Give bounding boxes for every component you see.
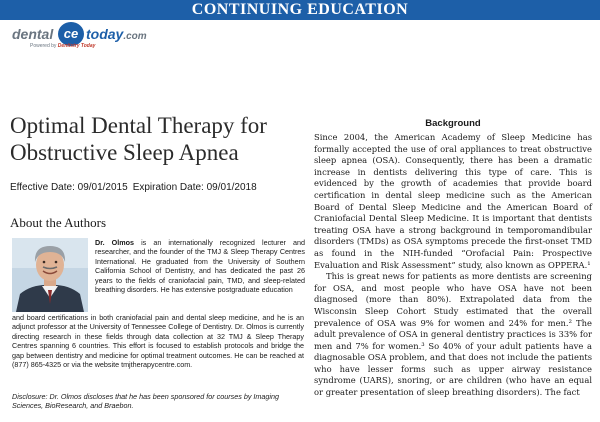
article-dates bbox=[10, 182, 257, 193]
background-paragraph-1: Since 2004, the American Academy of Sleep Medicine has formally accepted the use of oral appliances to treat obstructive sleep apnea (OSA). Consequently, there has been a dramatic increase in dentists delivering this type of care. This is evidenced by the growth of academies that provide board certification in dental sleep medicine such as the American Board of Dental Sleep Medicine and the American Board of Craniofacial Dental Sleep Medicine. It is important that dentists treating OSA have a strong background in temporomandibular disorders (TMDs) as OSA symptoms precede the first-onset TMD as found in the NIH-funded “Orofacial Pain: Prospective Evaluation and Risk Assessment” study, also known as OPPERA.¹ bbox=[314, 132, 592, 270]
logo-ce-badge: ce bbox=[58, 22, 84, 46]
author-bio-intro bbox=[95, 238, 305, 294]
article-title: Optimal Dental Therapy for Obstructive Sleep Apnea bbox=[10, 113, 267, 165]
about-authors-heading: About the Authors bbox=[10, 215, 107, 230]
dentalcetoday-logo[interactable] bbox=[12, 22, 212, 52]
author-name: Dr. Olmos bbox=[95, 238, 135, 247]
background-paragraph-2: This is great news for patients as more dentists are screening for OSA, and most people who have OSA have not been diagnosed (more than 80%). Extrapolated data from the Wisconsin Sleep Cohort Study estimated that the overall prevalence of OSA was 9% for women and 24% for men.² The adult prevalence of OSA in general dentistry practices is 33% for men and 7% for women.³ So 40% of your adult patients have a diagnosable OSA problem, and that does not include the patients who have lesser forms such as upper airway resistance syndrome (UARS), snoring, or are children (who have an equal or greater presentation of sleep breathing disorders). The fact bbox=[314, 271, 592, 398]
background-section bbox=[314, 118, 592, 399]
effective-date: Effective Date: 09/01/2015 bbox=[10, 182, 128, 193]
section-banner: CONTINUING EDUCATION bbox=[0, 0, 600, 20]
background-heading: Background bbox=[425, 118, 481, 129]
logo-powered-by: Powered by Dentistry Today bbox=[30, 43, 96, 49]
author-disclosure: Disclosure: Dr. Olmos discloses that he has been sponsored for courses by Imaging Sciences, BioResearch, and Braebon. bbox=[12, 392, 279, 411]
expiration-date: Expiration Date: 09/01/2018 bbox=[132, 182, 257, 193]
author-bio-text: is an internationally recognized lecturer and researcher, and the founder of the TMJ & Sleep Therapy Centres International. He graduated from the University of Southern California School of Dentistry, and has dedicated the past 26 years to the fields of craniofacial pain, TMD, and sleep-related breathing disorders. He has extensive postgraduate education bbox=[95, 238, 306, 295]
author-portrait-icon bbox=[12, 238, 88, 312]
author-bio-continued: and board certifications in both craniofacial pain and dental sleep medicine, and he is an adjunct professor at the University of Tennessee College of Dentistry. Dr. Olmos is currently directing research in these fields through data collection at 32 TMJ & Sleep Therapy Centres spanning 6 countries. This effort is focused to establish protocols and bridge the gap between dentistry and medicine for optimal treatment outcomes. He can be reached at (877) 865-4325 or via the website tmjtherapycentre.com. bbox=[12, 313, 304, 370]
author-photo bbox=[12, 238, 88, 312]
logo-dental-text: dental bbox=[12, 26, 54, 42]
logo-today-text: today.com bbox=[86, 26, 147, 42]
